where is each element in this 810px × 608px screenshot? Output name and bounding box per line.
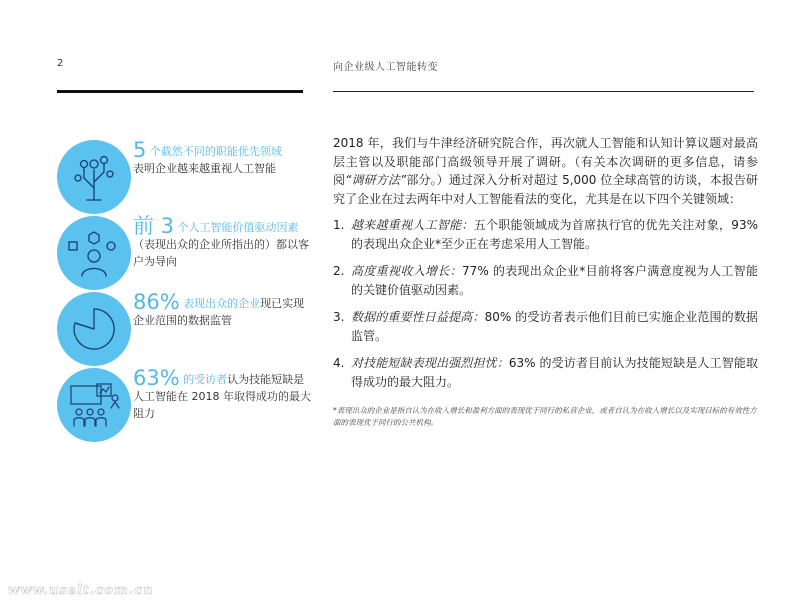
list-item (333, 308, 758, 345)
stat-highlight: 表现出众的企业 (183, 297, 261, 310)
footnote: *表现出众的企业是指自认为在收入增长和盈利方面的表现优于同行的私营企业，或者自认为在收入增长以及实现目标的有效性方面的表现优于同行的公共机构。 (333, 406, 757, 427)
stat-highlight: 的受访者 (183, 373, 228, 386)
list-item (333, 216, 758, 253)
methodology-reference: “调研方法” (345, 173, 407, 187)
list-number: 3. (333, 310, 345, 324)
pie-chart-icon (57, 292, 131, 366)
right-rule (333, 91, 754, 92)
list-item-text: 77% 的表现出众企业*目前将客户满意度视为人工智能的关键价值驱动因素。 (351, 264, 758, 297)
stat-number: 前 3 (133, 214, 175, 238)
page-number: 2 (57, 58, 64, 69)
list-number: 2. (333, 264, 345, 278)
stat-description: 认为技能短缺是人工智能在 2018 年取得成功的最大阻力 (133, 373, 311, 420)
stat-description: 现已实现企业范围的数据监管 (133, 297, 305, 327)
stat-block-data-governance (57, 292, 312, 368)
list-item-title: 数据的重要性日益提高： (351, 310, 485, 324)
stat-text (133, 366, 313, 422)
list-item (333, 262, 758, 299)
stat-highlight: 个截然不同的职能优先领域 (149, 145, 282, 158)
stat-block-value-drivers (57, 216, 312, 292)
stat-description: 表明企业越来越重视人工智能 (133, 162, 276, 175)
stat-highlight: 个人工智能价值驱动因素 (177, 221, 299, 234)
list-number: 4. (333, 356, 345, 370)
stat-block-priority-areas (57, 140, 312, 216)
list-number: 1. (333, 218, 345, 232)
stat-text (133, 138, 313, 177)
stat-number: 86% (133, 290, 180, 314)
stat-text (133, 214, 313, 270)
list-item-title: 高度重视收入增长： (351, 264, 463, 278)
tree-gears-icon (57, 140, 131, 214)
list-item-text: 80% 的受访者表示他们目前已实施企业范围的数据监管。 (351, 310, 758, 343)
running-title: 向企业级人工智能转变 (333, 62, 438, 73)
list-item-title: 对技能短缺表现出强烈担忧： (351, 356, 509, 370)
body-column (333, 134, 758, 429)
team-presentation-icon (57, 368, 131, 442)
stat-number: 5 (133, 138, 147, 162)
list-item-title: 越来越重视人工智能： (351, 218, 474, 232)
watermark: www.uselt.com.cn (8, 583, 154, 598)
stat-block-skills-shortage (57, 368, 312, 444)
intro-paragraph: 2018 年，我们与牛津经济研究院合作，再次就人工智能和认知计算议题对最高层主管以及职能部门高级领导开展了调研。（有关本次调研的更多信息，请参阅“调研方法”部分。）通过深入分析对超过 5,000 位全球高管的访谈，本报告研究了企业在过去两年中对人工智能看法的变化，尤其是在以下四个关键领域： (333, 136, 758, 206)
list-item-text: 63% 的受访者目前认为技能短缺是人工智能取得成功的最大阻力。 (351, 356, 758, 389)
list-item-text: 五个职能领域成为首席执行官的优先关注对象，93% 的表现出众企业*至少正在考虑采用人工智能。 (351, 218, 758, 251)
list-item (333, 354, 758, 391)
person-blocks-icon (57, 216, 131, 290)
stat-text (133, 290, 313, 329)
stat-description: （表现出众的企业所指出的）都以客户为导向 (133, 238, 309, 268)
stat-number: 63% (133, 366, 180, 390)
left-rule (57, 90, 303, 93)
